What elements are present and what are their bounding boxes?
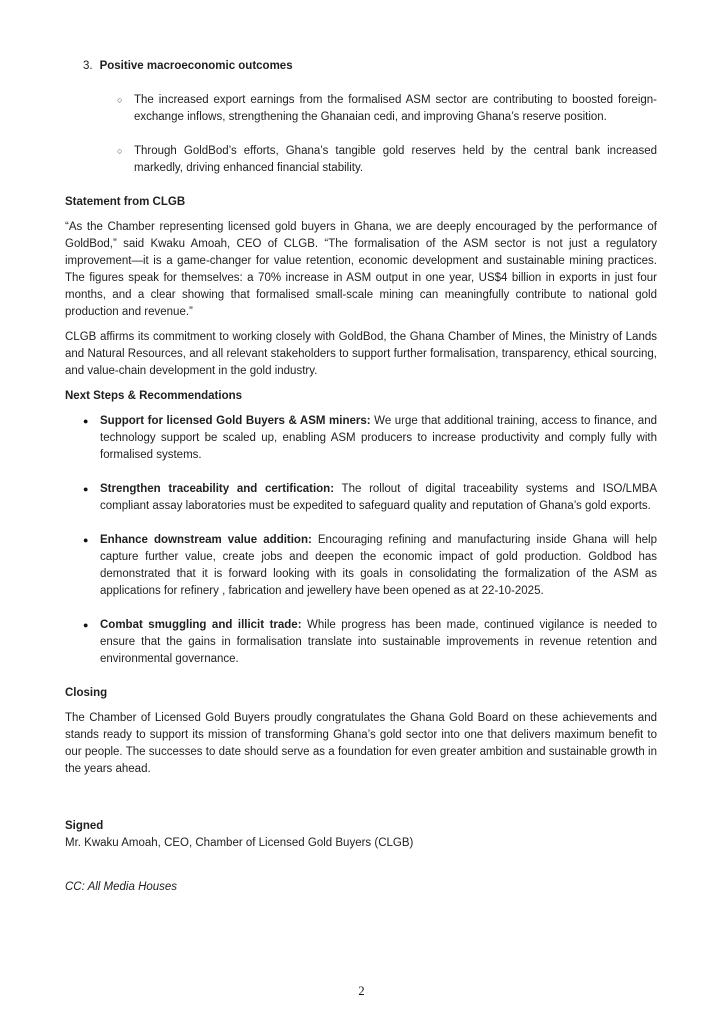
heading-next-steps: Next Steps & Recommendations: [65, 390, 243, 402]
bullet-body: The rollout of digital traceability systems and ISO/LMBA compliant assay laboratories must be expedited to safeguard quality and reputation of Ghana’s gold exports.: [100, 483, 657, 512]
list-item-text: [100, 413, 657, 464]
dot-bullet-icon: ●: [83, 535, 89, 545]
signatory-name: Mr. Kwaku Amoah, CEO, Chamber of Licensed Gold Buyers (CLGB): [65, 837, 414, 849]
heading-closing: Closing: [65, 687, 108, 699]
paragraph-closing: The Chamber of Licensed Gold Buyers proudly congratulates the Ghana Gold Board on these achievements and stands ready to support its mission of transforming Ghana’s gold sector into one that delivers maximum benefit to our people. The successes to date should serve as a foundation for even greater ambition and sustainable growth in the years ahead.: [65, 712, 657, 775]
paragraph-clgb-commitment: CLGB affirms its commitment to working closely with GoldBod, the Ghana Chamber of Mines, the Ministry of Lands and Natural Resources, and all relevant stakeholders to support further formalisation, transparency, ethical sourcing, and value-chain development in the gold industry.: [65, 331, 657, 377]
list-number: 3.: [83, 60, 93, 72]
bullet-lead: Strengthen traceability and certification:: [100, 483, 335, 495]
page-number: 2: [358, 984, 365, 998]
list-item-gold-reserves: [117, 143, 657, 177]
circle-bullet-icon: ○: [117, 95, 123, 105]
section-heading-macroeconomic-outcomes: [83, 58, 657, 75]
dot-bullet-icon: ●: [83, 620, 89, 630]
list-item-export-earnings: [117, 92, 657, 126]
bullet-lead: Support for licensed Gold Buyers & ASM miners:: [100, 415, 371, 427]
bullet-body: While progress has been made, continued vigilance is needed to ensure that the gains in formalisation translate into sustainable improvements in revenue retention and environmental governance.: [100, 619, 657, 665]
bullet-body: Encouraging refining and manufacturing inside Ghana will help capture further value, create jobs and deepen the economic impact of gold production. Goldbod has demonstrated that it is forward looking with its goals in consolidating the formalization of the ASM as applications for refinery , fabrication and jewellery have been opened as at 22-10-2025.: [100, 534, 657, 597]
list-item-text: [100, 617, 657, 668]
paragraph-statement-quote: “As the Chamber representing licensed gold buyers in Ghana, we are deeply encouraged by the performance of GoldBod,” said Kwaku Amoah, CEO of CLGB. “The formalisation of the ASM sector is not just a regulatory improvement—it is a game-changer for value retention, economic development and sustainable mining practices. The figures speak for themselves: a 70% increase in ASM output in one year, US$4 billion in exports in just four months, and a clear showing that formalised small-scale mining can meaningfully contribute to national gold production and revenue.”: [65, 221, 657, 318]
bullet-lead: Enhance downstream value addition:: [100, 534, 312, 546]
section-heading-label: Positive macroeconomic outcomes: [99, 60, 293, 72]
list-item-text: Through GoldBod’s efforts, Ghana’s tangible gold reserves held by the central bank increased markedly, driving enhanced financial stability.: [134, 145, 657, 174]
bullet-body: We urge that additional training, access to finance, and technology support be scaled up, enabling ASM producers to increase productivity and comply fully with formalised systems.: [100, 415, 657, 461]
list-item-text: [100, 532, 657, 600]
signed-label: Signed: [65, 820, 104, 832]
list-item-traceability: [83, 481, 657, 515]
circle-bullet-icon: ○: [117, 146, 123, 156]
list-item-text: [100, 481, 657, 515]
bullet-lead: Combat smuggling and illicit trade:: [100, 619, 302, 631]
list-item-downstream-value: [83, 532, 657, 600]
dot-bullet-icon: ●: [83, 484, 89, 494]
list-item-support-gold-buyers: [83, 413, 657, 464]
list-item-combat-smuggling: [83, 617, 657, 668]
heading-statement-from-clgb: Statement from CLGB: [65, 196, 186, 208]
dot-bullet-icon: ●: [83, 416, 89, 426]
list-item-text: The increased export earnings from the formalised ASM sector are contributing to boosted foreign-exchange inflows, strengthening the Ghanaian cedi, and improving Ghana’s reserve position.: [134, 94, 657, 123]
cc-line: CC: All Media Houses: [65, 881, 178, 893]
